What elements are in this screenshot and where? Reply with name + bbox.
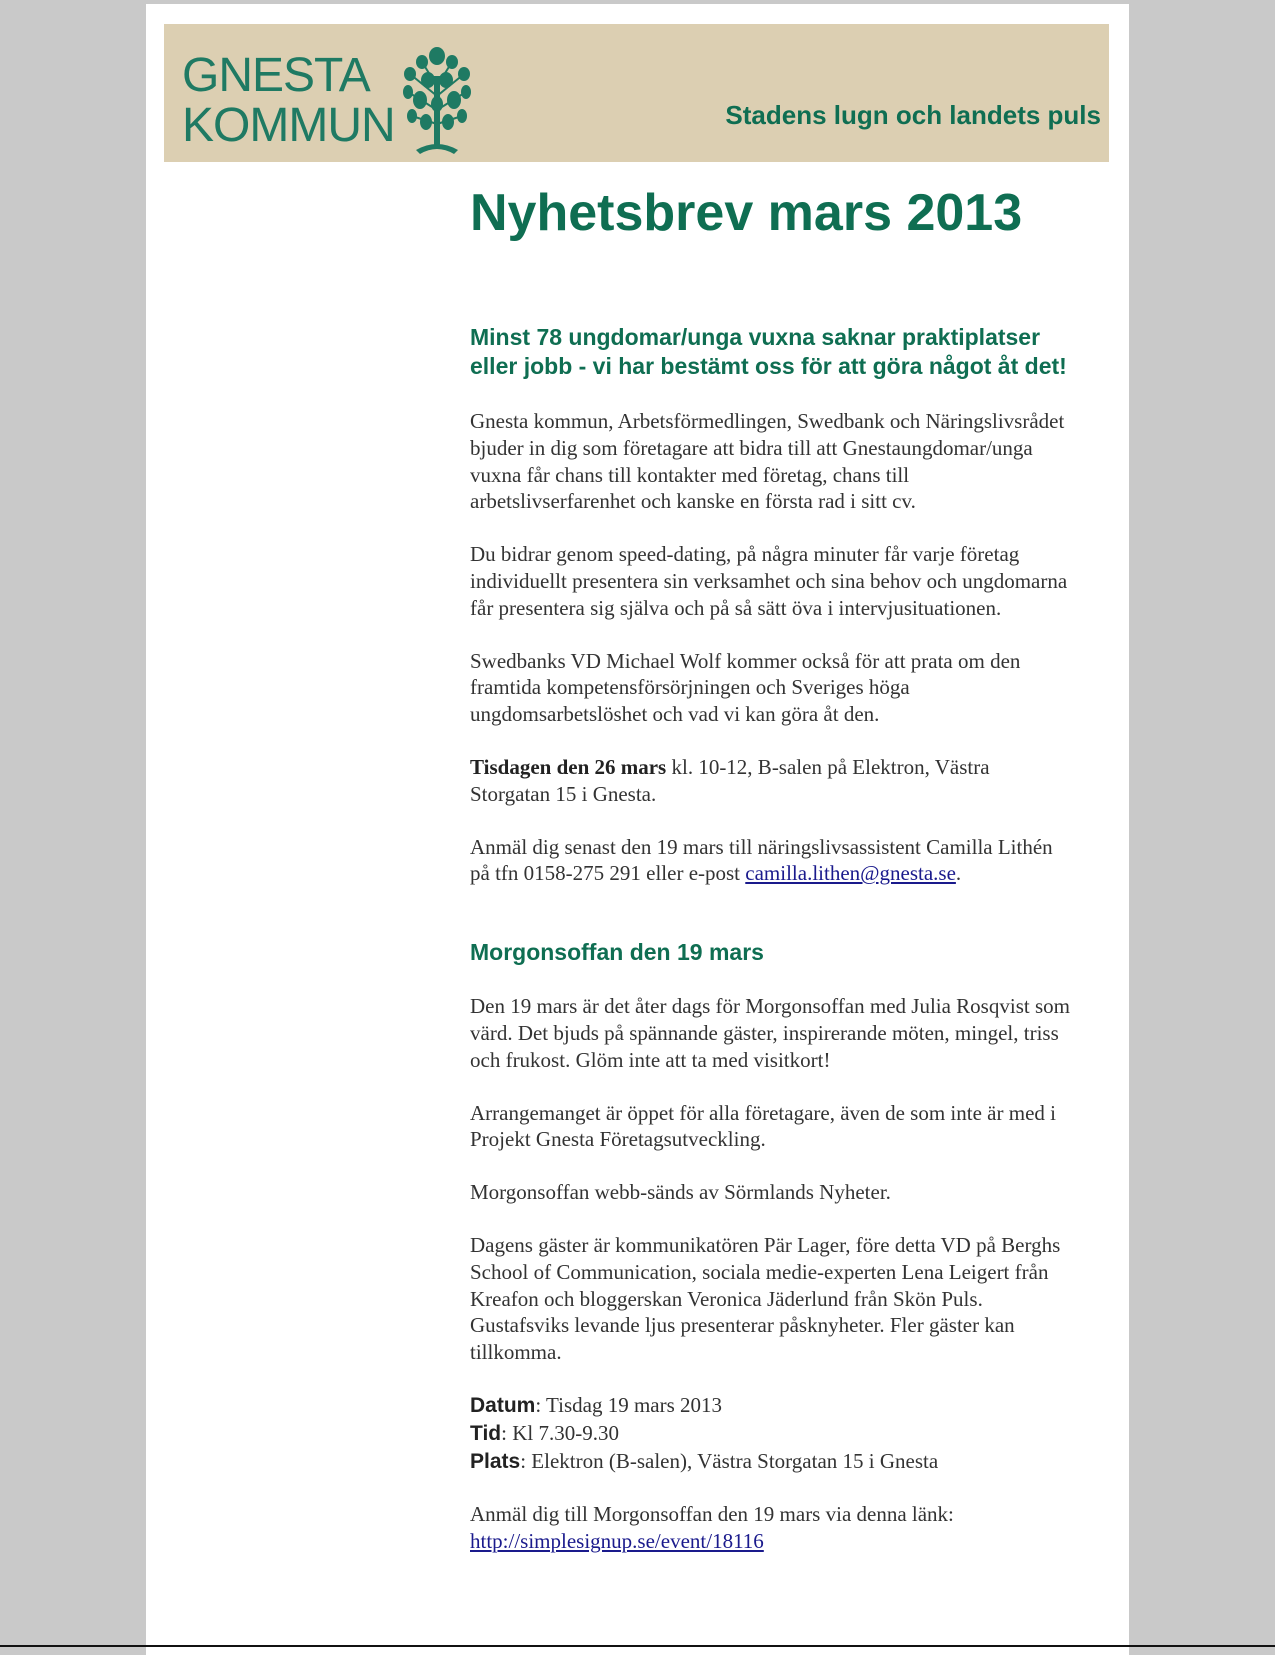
place-label: Plats <box>470 1449 521 1473</box>
signup-end: . <box>955 861 962 886</box>
article-2-paragraph: Morgonsoffan webb-sänds av Sörmlands Nyheter. <box>470 1180 891 1205</box>
place-value: : Elektron (B-salen), Västra Storgatan 15 i Gnesta <box>520 1448 939 1473</box>
event-date-bold: Tisdagen den 26 mars <box>470 754 667 779</box>
email-link[interactable]: camilla.lithen@gnesta.se <box>745 861 956 886</box>
article-2-signup <box>470 1501 1070 1555</box>
page-title: Nyhetsbrev mars 2013 <box>470 184 1023 242</box>
newsletter-page <box>146 4 1129 1655</box>
page-bottom-border <box>0 1645 1275 1647</box>
article-1-signup <box>470 834 1070 888</box>
gnesta-kommun-logo <box>182 49 482 152</box>
date-value: : Tisdag 19 mars 2013 <box>535 1392 723 1417</box>
event-info <box>470 1392 1070 1475</box>
article-2-heading: Morgonsoffan den 19 mars <box>470 939 764 966</box>
article-1-paragraph: Swedbanks VD Michael Wolf kommer också för att prata om den framtida kompetensförsörjningen och Sveriges höga ungdomsarbetslöshet och vad vi kan göra åt den. <box>470 648 1021 727</box>
date-label: Datum <box>470 1393 536 1417</box>
article-2-paragraph: Arrangemanget är öppet för alla företagare, även de som inte är med i Projekt Gnesta Företagsutveckling. <box>470 1100 1056 1152</box>
signup-link[interactable]: http://simplesignup.se/event/18116 <box>470 1529 764 1554</box>
article-1-event-details <box>470 754 1070 808</box>
logo-line-1: GNESTA <box>182 49 370 102</box>
article-2-paragraph: Den 19 mars är det åter dags för Morgonsoffan med Julia Rosqvist som värd. Det bjuds på spännande gäster, inspirerande möten, mingel, triss och frukost. Glöm inte att ta med visitkort! <box>470 994 1070 1072</box>
signup-text: Anmäl dig senast den 19 mars till näringslivsassistent Camilla Lithén på tfn 0158-275 291 eller e-post <box>470 834 1053 886</box>
article-2-paragraph: Dagens gäster är kommunikatören Pär Lager, före detta VD på Berghs School of Communication, sociala medie-experten Lena Leigert från Kreafon och bloggerskan Veronica Jäderlund från Skön Puls. Gustafsviks levande ljus presenterar påsknyheter. Fler gäster kan tillkomma. <box>470 1232 1061 1365</box>
article-1-paragraph: Du bidrar genom speed-dating, på några minuter får varje företag individuellt presentera sin verksamhet och sina behov och ungdomarna får presentera sig själva och på så sätt öva i intervjusituationen. <box>470 542 1068 620</box>
newsletter-content <box>470 178 1070 1555</box>
signup-text: Anmäl dig till Morgonsoffan den 19 mars via denna länk: <box>470 1502 954 1527</box>
article-1-heading: Minst 78 ungdomar/unga vuxna saknar praktiplatser eller jobb - vi har bestämt oss för att göra något åt det! <box>470 324 1067 379</box>
event-details-text: kl. 10-12, B-salen på Elektron, Västra Storgatan 15 i Gnesta. <box>470 754 990 806</box>
tagline: Stadens lugn och landets puls <box>725 100 1101 130</box>
logo-line-2: KOMMUN <box>182 99 395 152</box>
time-value: : Kl 7.30-9.30 <box>501 1420 619 1445</box>
article-1-paragraph: Gnesta kommun, Arbetsförmedlingen, Swedbank och Näringslivsrådet bjuder in dig som företagare att bidra till att Gnestaungdomar/unga vuxna får chans till kontakter med företag, chans till arbetslivserfarenhet och kanske en första rad i sitt cv. <box>470 409 1065 514</box>
tree-icon <box>398 46 476 158</box>
header-banner <box>164 24 1109 162</box>
time-label: Tid <box>470 1421 502 1445</box>
